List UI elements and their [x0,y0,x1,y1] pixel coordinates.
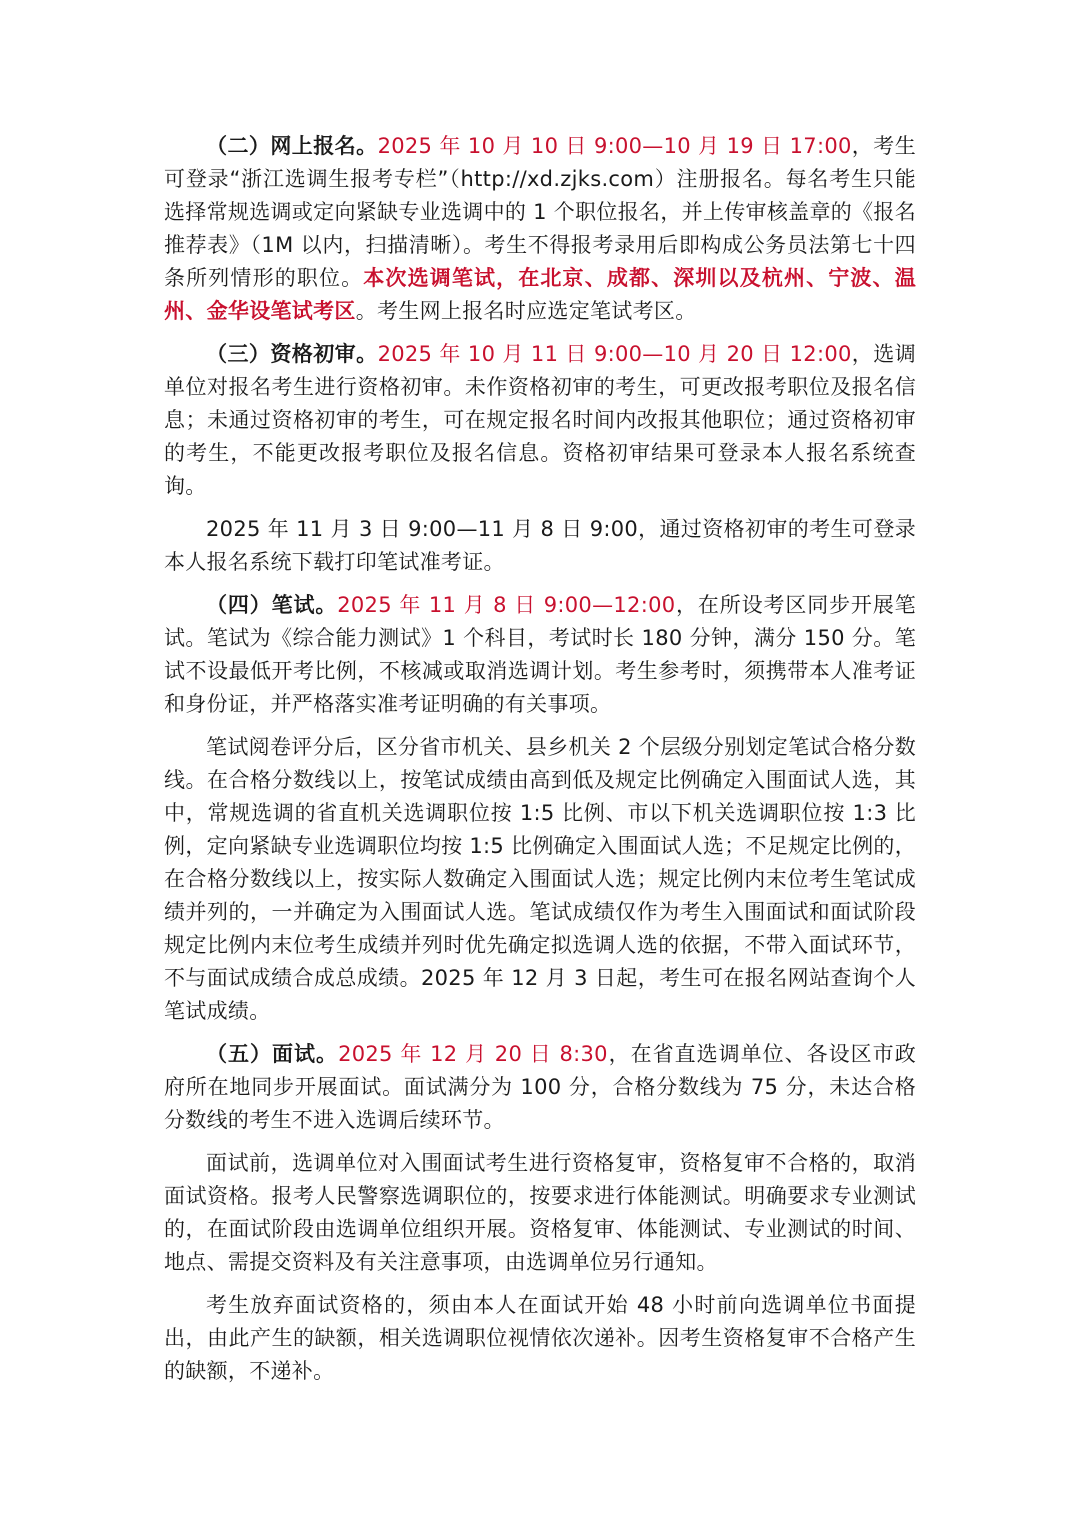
paragraph-text: ，在所设考区同步开展笔试。笔试为《综合能力测试》1 个科目，考试时长 180 分钟，满分 150 分。笔试不设最低开考比例，不核减或取消选调计划。考生参考时，须携带本人准考证和身份证，并严格落实准考证明确的有关事项。 [164,593,916,716]
paragraph-text: 。考生网上报名时应选定笔试考区。 [355,299,697,323]
date-range: 2025 年 11 月 8 日 9:00—12:00 [337,593,676,617]
exam-scoring-paragraph [164,731,916,1028]
section-heading: （五）面试。 [206,1042,339,1066]
document-page [164,130,916,1398]
paragraph-text: 2025 年 11 月 3 日 9:00—11 月 8 日 9:00，通过资格初审的考生可登录本人报名系统下载打印笔试准考证。 [164,517,916,574]
section-interview [164,1038,916,1137]
paragraph-text: ，选调单位对报名考生进行资格初审。未作资格初审的考生，可更改报考职位及报名信息；未通过资格初审的考生，可在规定报名时间内改报其他职位；通过资格初审的考生，不能更改报考职位及报名信息。资格初审结果可登录本人报名系统查询。 [164,342,916,498]
section-heading: （二）网上报名。 [206,134,378,158]
section-written-exam [164,589,916,721]
section-heading: （四）笔试。 [206,593,338,617]
paragraph-text: 笔试阅卷评分后，区分省市机关、县乡机关 2 个层级分别划定笔试合格分数线。在合格分数线以上，按笔试成绩由高到低及规定比例确定入围面试人选，其中，常规选调的省直机关选调职位按 1:5 比例、市以下机关选调职位按 1:3 比例，定向紧缺专业选调职位均按 1:5 比例确定入围面试人选；不足规定比例的，在合格分数线以上，按实际人数确定入围面试人选；规定比例内末位考生笔试成绩并列的，一并确定为入围面试人选。笔试成绩仅作为考生入围面试和面试阶段规定比例内末位考生成绩并列时优先确定拟选调人选的依据，不带入面试环节，不与面试成绩合成总成绩。2025 年 12 月 3 日起，考生可在报名网站查询个人笔试成绩。 [164,735,916,1023]
admission-ticket-paragraph [164,513,916,579]
section-heading: （三）资格初审。 [206,342,378,366]
pre-interview-review-paragraph [164,1147,916,1279]
date-range: 2025 年 10 月 11 日 9:00—10 月 20 日 12:00 [377,342,852,366]
date-range: 2025 年 12 月 20 日 8:30 [338,1042,608,1066]
date-range: 2025 年 10 月 10 日 9:00—10 月 19 日 17:00 [377,134,852,158]
paragraph-text: 考生放弃面试资格的，须由本人在面试开始 48 小时前向选调单位书面提出，由此产生的缺额，相关选调职位视情依次递补。因考生资格复审不合格产生的缺额，不递补。 [164,1293,916,1383]
section-initial-review [164,338,916,503]
interview-withdrawal-paragraph [164,1289,916,1388]
paragraph-text: 面试前，选调单位对入围面试考生进行资格复审，资格复审不合格的，取消面试资格。报考人民警察选调职位的，按要求进行体能测试。明确要求专业测试的，在面试阶段由选调单位组织开展。资格复审、体能测试、专业测试的时间、地点、需提交资料及有关注意事项，由选调单位另行通知。 [164,1151,916,1274]
emphasis-text: 本次选调笔试，在北京、成都、深圳以及杭州、宁波、温州、金华设笔试考区 [164,266,916,323]
section-online-registration [164,130,916,328]
paragraph-text: ，考生可登录“浙江选调生报考专栏”（http://xd.zjks.com）注册报名。每名考生只能选择常规选调或定向紧缺专业选调中的 1 个职位报名，并上传审核盖章的《报名推荐表》（1M 以内，扫描清晰）。考生不得报考录用后即构成公务员法第七十四条所列情形的职位。 [164,134,916,290]
paragraph-text: ，在省直选调单位、各设区市政府所在地同步开展面试。面试满分为 100 分，合格分数线为 75 分，未达合格分数线的考生不进入选调后续环节。 [164,1042,916,1132]
